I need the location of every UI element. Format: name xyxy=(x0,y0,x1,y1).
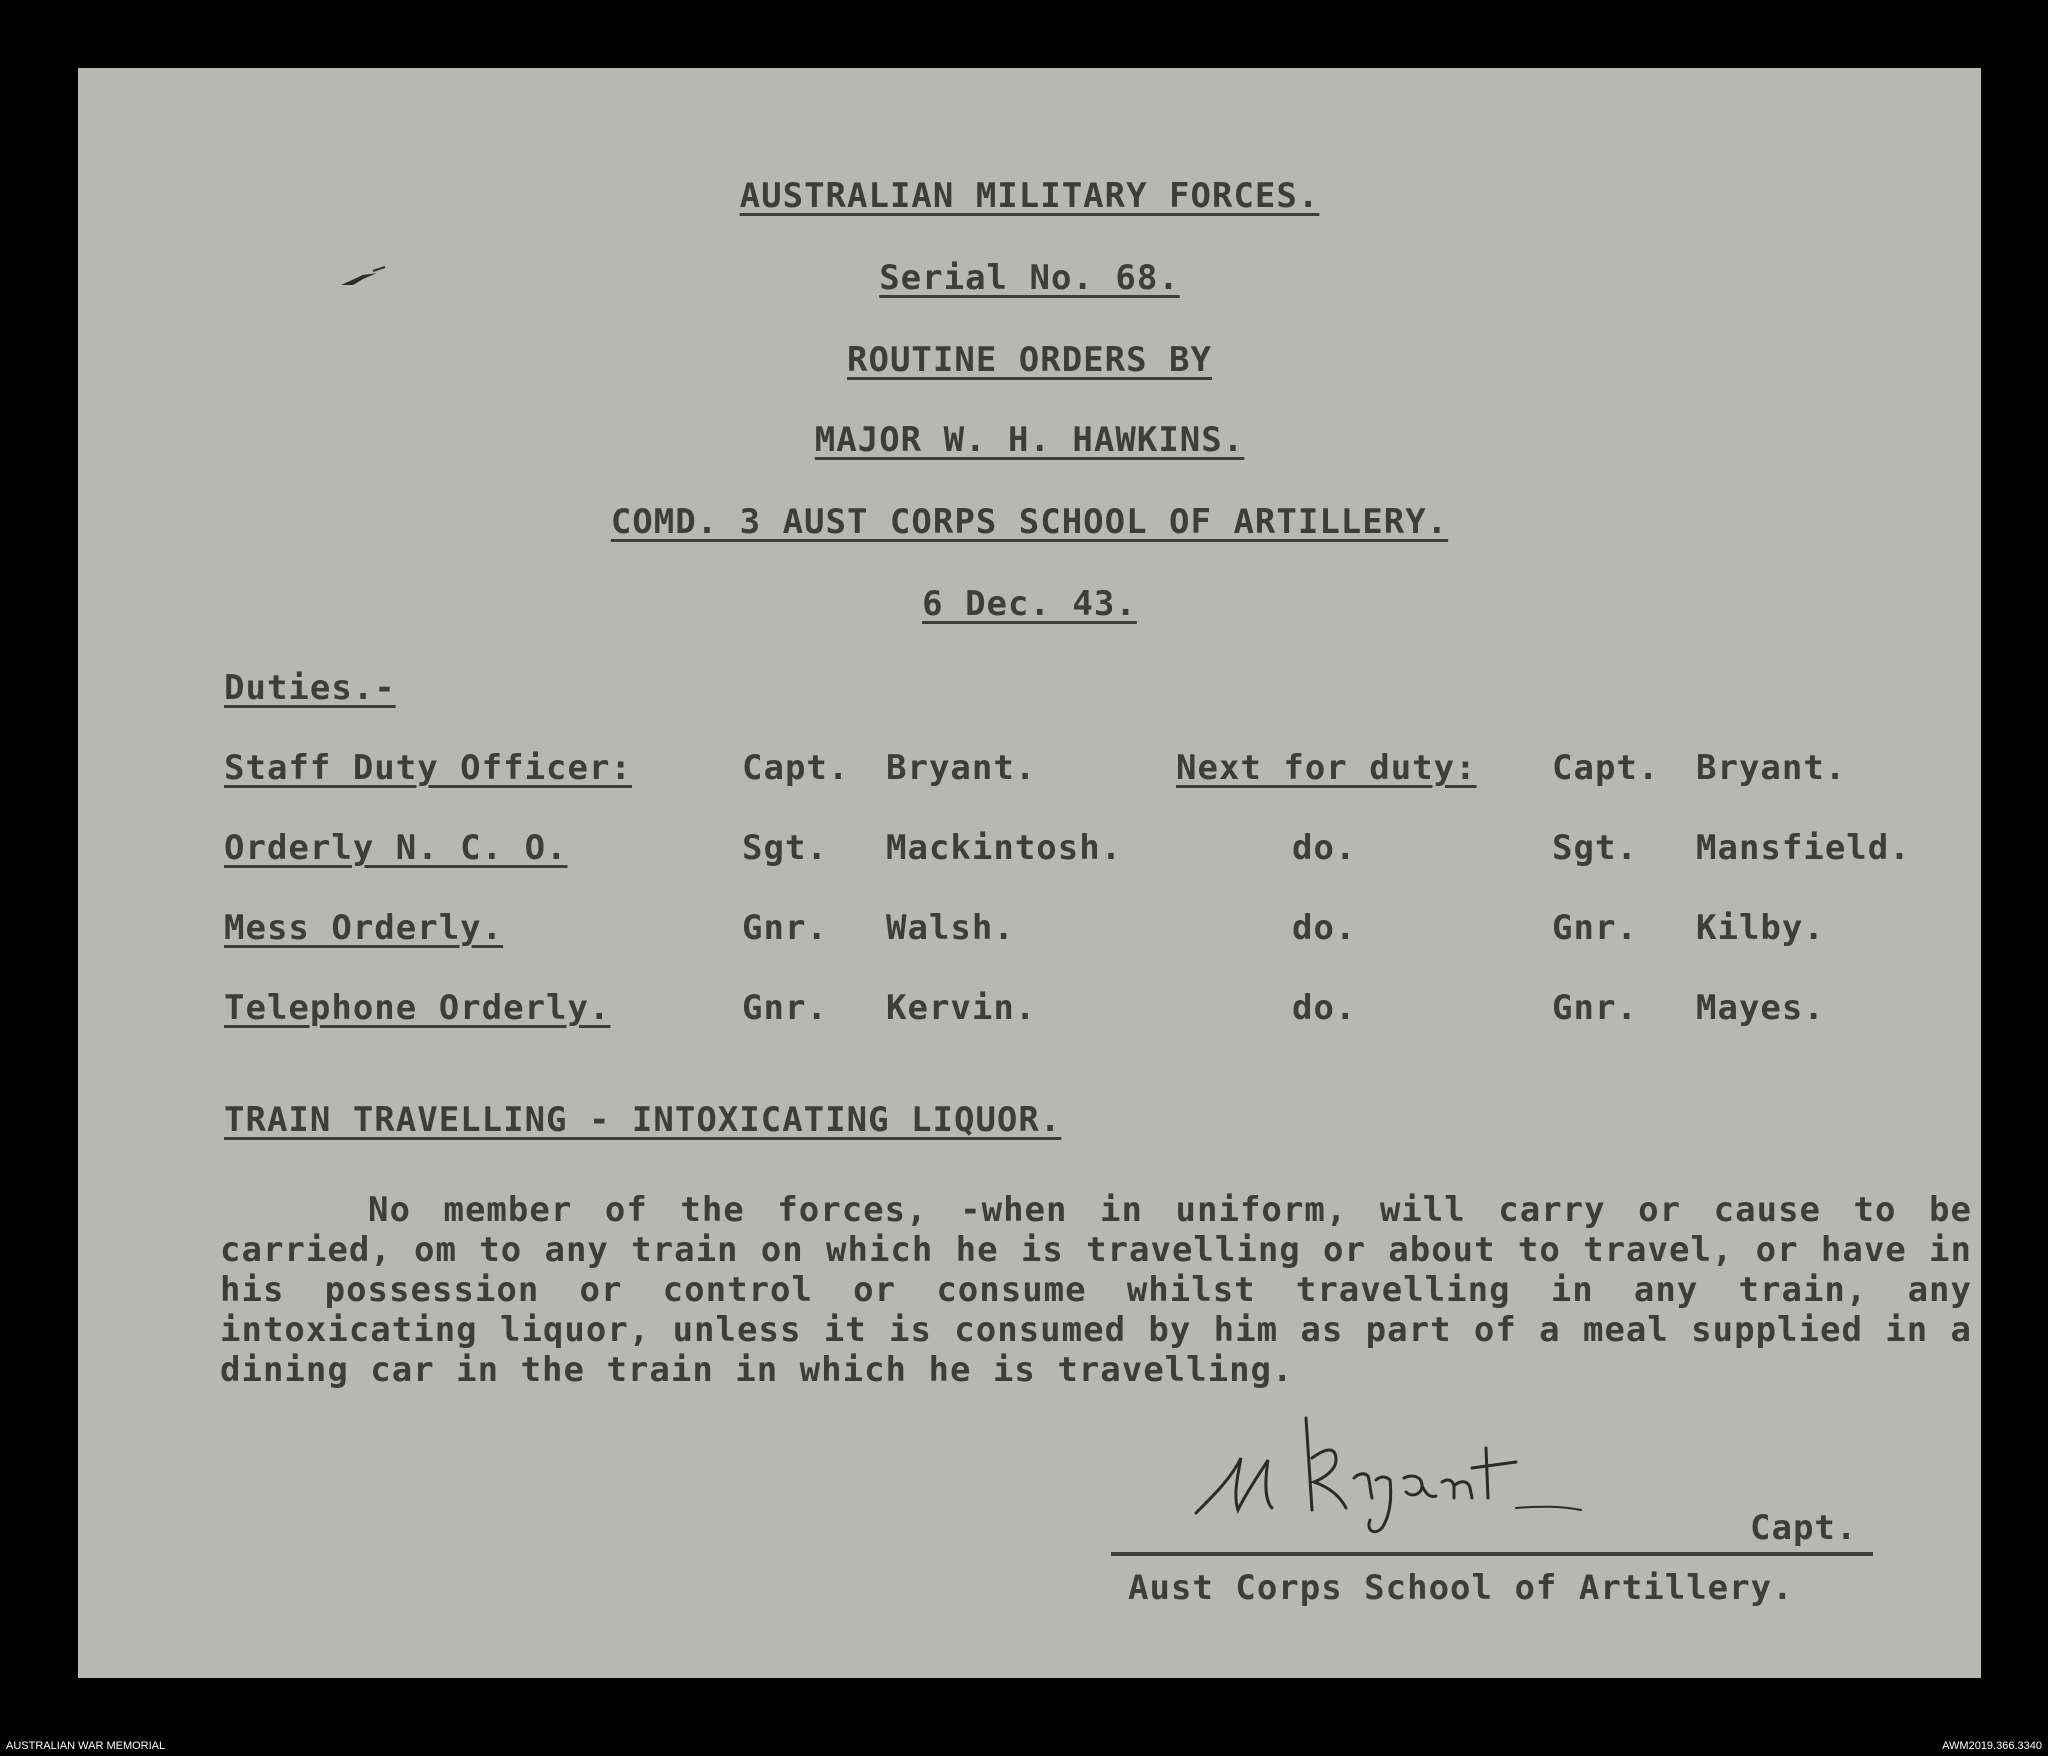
duty-rank: Gnr. xyxy=(742,988,828,1028)
next-name: Mansfield. xyxy=(1696,828,1911,868)
duty-name: Bryant. xyxy=(886,748,1037,788)
archive-credit: AUSTRALIAN WAR MEMORIAL xyxy=(6,1740,166,1752)
signatory-rank: Capt. xyxy=(1750,1508,1858,1548)
command-unit: COMD. 3 AUST CORPS SCHOOL OF ARTILLERY. xyxy=(610,502,1449,542)
duty-rank: Sgt. xyxy=(742,828,828,868)
duty-role: Mess Orderly. xyxy=(224,908,504,948)
typed-document xyxy=(78,68,1981,1678)
ditto-marker: do. xyxy=(1292,828,1357,868)
next-rank: Capt. xyxy=(1552,748,1660,788)
next-rank: Sgt. xyxy=(1552,828,1638,868)
duty-rank: Capt. xyxy=(742,748,850,788)
ditto-marker: do. xyxy=(1292,908,1357,948)
duty-name: Walsh. xyxy=(886,908,1015,948)
duty-role: Staff Duty Officer: xyxy=(224,748,632,788)
next-name: Bryant. xyxy=(1696,748,1847,788)
next-rank: Gnr. xyxy=(1552,908,1638,948)
order-date: 6 Dec. 43. xyxy=(922,584,1137,624)
signature-line xyxy=(1111,1552,1873,1556)
routine-orders-heading: ROUTINE ORDERS BY xyxy=(847,340,1212,380)
commander-name: MAJOR W. H. HAWKINS. xyxy=(814,420,1245,460)
next-for-duty-label: Next for duty: xyxy=(1176,748,1477,788)
duty-role: Telephone Orderly. xyxy=(224,988,611,1028)
duty-name: Kervin. xyxy=(886,988,1037,1028)
serial-number: Serial No. 68. xyxy=(879,258,1180,298)
ditto-marker: do. xyxy=(1292,988,1357,1028)
duty-rank: Gnr. xyxy=(742,908,828,948)
handwritten-signature xyxy=(1186,1398,1606,1548)
next-name: Mayes. xyxy=(1696,988,1825,1028)
duty-name: Mackintosh. xyxy=(886,828,1123,868)
duties-heading: Duties.- xyxy=(224,668,396,708)
archive-reference: AWM2019.366.3340 xyxy=(1942,1740,2042,1752)
signatory-unit: Aust Corps School of Artillery. xyxy=(1128,1568,1794,1608)
header-title: AUSTRALIAN MILITARY FORCES. xyxy=(739,176,1320,216)
next-rank: Gnr. xyxy=(1552,988,1638,1028)
section-heading: TRAIN TRAVELLING - INTOXICATING LIQUOR. xyxy=(224,1100,1062,1140)
duty-role: Orderly N. C. O. xyxy=(224,828,568,868)
section-body: No member of the forces, -when in uniform, will carry or cause to be carried, om to any train on which he is travelling or about to travel, or have in his possession or control or consume whilst travelling in any train, any intoxicating liquor, unless it is consumed by him as part of a meal supplied in a dining car in the train in which he is travelling. xyxy=(220,1190,1972,1390)
next-name: Kilby. xyxy=(1696,908,1825,948)
